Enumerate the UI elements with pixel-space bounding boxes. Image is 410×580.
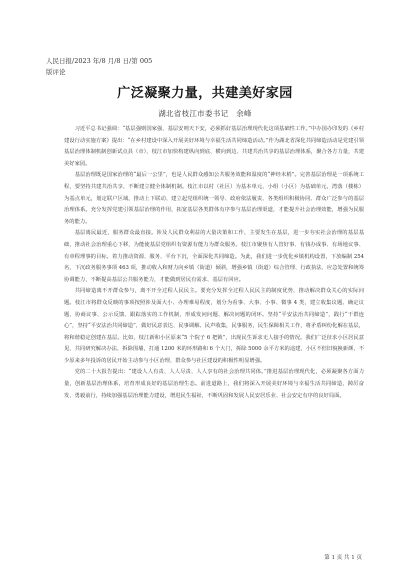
page-number: 第 1 页 共 1 页	[324, 555, 362, 561]
paragraph: 习近平总书记强调：“基层强则国家强，基层安则天下安，必须抓好基层治理现代化这项基础性工作。”中办国办印发的《乡村建设行动实施方案》提出：“在乡村建设中深入开展美好环境与幸福生活共同缔造活动。”作为湖北省深化共同缔造活动是党建引领基层治理体制机制创新试点县（市），枝江市加快构建纵向到底、横向到边、共建共治共享的基层治理体系，聚合各方力量，共建美好家园。	[64, 126, 364, 167]
article-byline: 湖北省枝江市委书记 余峰	[158, 109, 252, 118]
source-line-1: 人民日报/2023 年/8 月/8 日/第 005	[46, 57, 153, 65]
source-line-2: 版评论	[46, 68, 66, 76]
paragraph: 基层治理既是国家治理的“最后一公里”，也是人民群众感知公共服务效能和温度的“神经末梢”。完善基层治理是一项系统工程，要坚持共建共治共享，不断建立健全体制机制。枝江市以村（社区）为基本单元，小组（小区）为基础单元，湾落（楼栋）为基点单元，划定联户区域，推动上下联动、建立起党组织统一领导、政府依法履责、各类组织积极协同、群众广泛参与的基层治理体系。充分发挥党建引领基层治理的作用，拓宽基层各类群体有序参与基层治理渠道，才能提升社会治理效能，增强为民服务的能力。	[64, 172, 364, 225]
paragraph: 基层离民最近，服务群众最直接。涉及人民群众利益的大量决策和工作，主要发生在基层，进一步夯实社会治理的基层基础，推动社会治理重心下移，为能使基层党组织有资源有能力为群众服务。枝江市聚焦有人管好事、有钱办成事、有场地议事、有章程理事的目标，着力推动资源、服务、平台下沉，全面深化共同缔造。为此，我们进一步优化乡镇机构设置，下放编制 254 名，下沉政务服务事项 463 项，推动收入和财力向乡镇（街道）倾斜，增强乡镇（街道）综合管理、行政执法、应急处置和统筹协调能力，不断提高基层公共服务能力，才能做到居民有需求、基层有回应。	[64, 230, 364, 283]
paragraph: 共同缔造离不开群众参与，离不开全过程人民民主。要充分发挥全过程人民民主的制度优势，推动解决群众关心的实际问题。枝江市将群众反映的事项按照涉及面大小、办理难易程度，划分为看事、大事、小事、微事 4 类，建立收集议题、确定议题、协商议事、公示反馈、跟踪落实的工作机制，形成发问问题、解决问题的闭环。坚持“平安法治共同缔造”，践行“干群连心”，坚持“平安法治共同缔造”，做好民意表达、民事调解、民声收集，民事服务，民生保障相关工作，将矛盾纠纷化解在基层，将和谐稳定创建在基层。比如，枝江新和小区原来“5 个院子 6 把锁”，出现民生诉求无人接手的情况。我们广泛征求小区居民意见，共同研究解决办法，拆除围墙，打通 1200 米的环形路和 6 个大门，拆除 5000 余平方米的违建，小区不但旧貌换新颜，不少原来多年投诉的居民开始主动参与小区治理，群众参与社区建设的积极性明显增强。	[64, 288, 364, 364]
article-title: 广泛凝聚力量，共建美好家园	[117, 86, 293, 101]
source-info	[46, 56, 152, 78]
article-body	[64, 124, 364, 402]
paragraph: 党的二十大报告提出：“建设人人有责、人人尽责、人人享有的社会治理共同体。”推进基层治理现代化，必须凝聚各方面力量，创新基层治理体系，培育形成良好的基层治理生态。前进道路上，我们将深入开展美好环境与幸福生活共同缔造，踔厉奋发、勇毅前行，持续加强基层治理能力建设，增进民生福祉，不断巩固和发展人民安居乐业、社会安定有序的良好局面。	[64, 369, 364, 399]
